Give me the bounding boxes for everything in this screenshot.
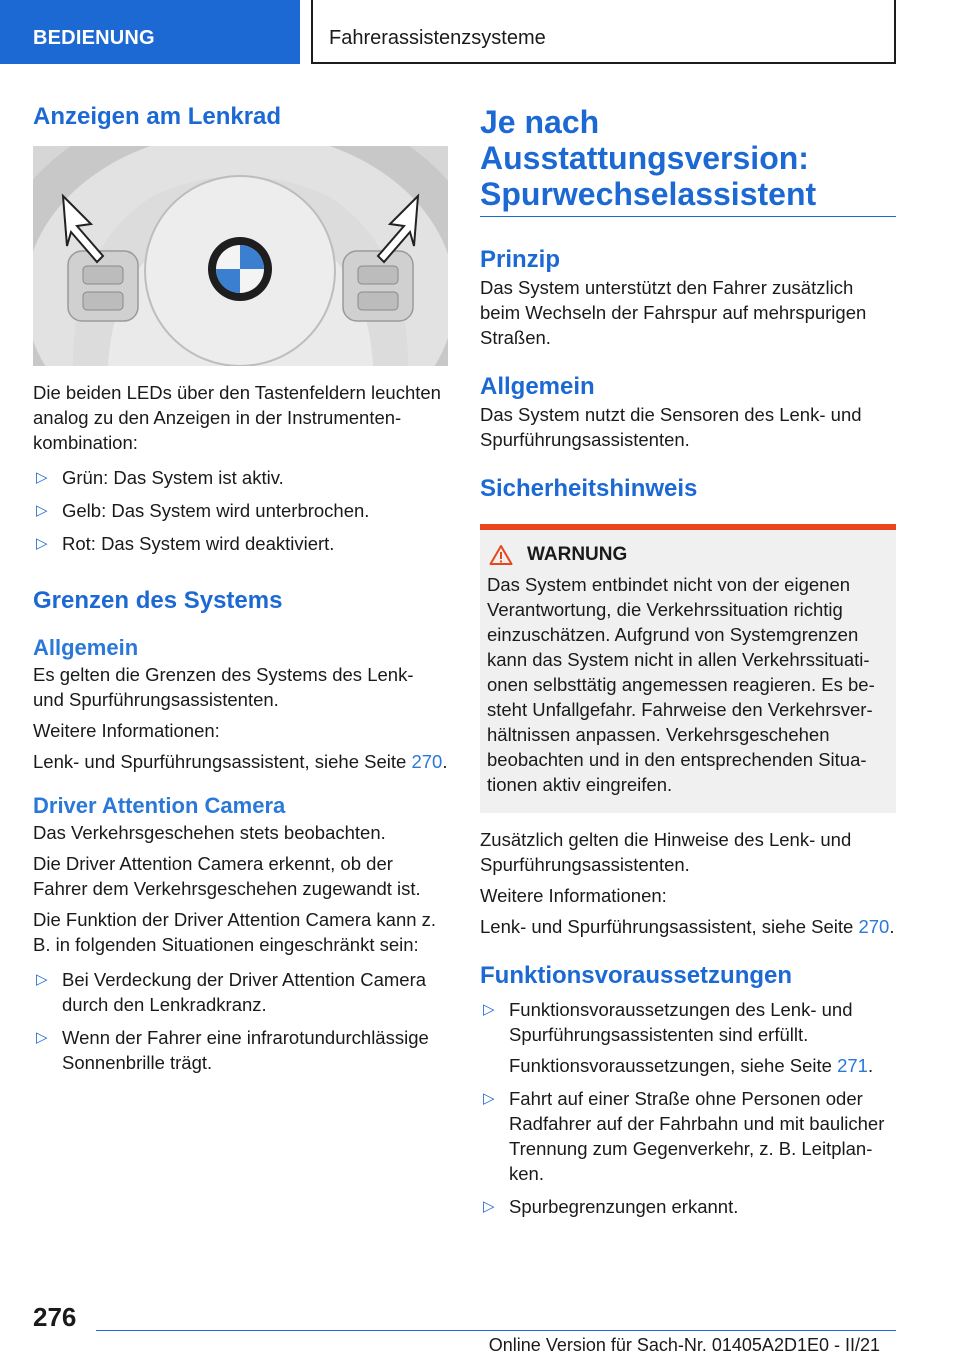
additional-notes-text: Zusätzlich gelten die Hinweise des Lenk- und Spurführungsassistenten.: [480, 829, 852, 875]
triangle-right-icon: ▷: [36, 535, 48, 552]
page-link-271[interactable]: 271: [837, 1055, 868, 1076]
triangle-right-icon: ▷: [36, 971, 48, 988]
footer-divider: [96, 1330, 896, 1331]
list-item: ▷ Funktionsvoraussetzungen des Lenk- und Spurführungsassistenten sind erfüllt. Funktionsvoraussetzungen, siehe Seite 271.: [480, 997, 896, 1078]
requirements-heading: Funktionsvoraussetzungen: [480, 962, 793, 989]
lane-change-assistant-title: Je nach Ausstattungsversion: Spurwechselassistent: [480, 104, 896, 217]
steering-display-heading: Anzeigen am Lenkrad: [33, 103, 282, 130]
limits-more-info: Weitere Informationen:: [33, 720, 220, 741]
principle-heading: Prinzip: [480, 246, 561, 273]
list-item: ▷ Bei Verdeckung der Driver Attention Camera durch den Lenkradkranz.: [36, 969, 427, 1015]
driver-attention-camera-heading: Driver Attention Camera: [33, 793, 286, 818]
triangle-right-icon: ▷: [36, 502, 48, 519]
general-heading: Allgemein: [480, 373, 595, 400]
triangle-right-icon: ▷: [36, 469, 48, 486]
page-link-270[interactable]: 270: [411, 751, 443, 772]
triangle-right-icon: ▷: [483, 1001, 495, 1018]
list-item: ▷ Spurbegrenzungen erkannt.: [483, 1196, 739, 1217]
triangle-right-icon: ▷: [483, 1198, 495, 1215]
led-intro-text: Die beiden LEDs über den Tastenfeldern leuchten analog zu den Anzeigen in der Instrumentenkombination:: [33, 382, 441, 453]
limits-general-text: Es gelten die Grenzen des Systems des Lenk- und Spurführungsassistenten.: [33, 664, 414, 710]
camera-limits-list: [33, 967, 448, 1075]
section-tab: BEDIENUNG: [0, 0, 300, 64]
warning-triangle-icon: [489, 544, 513, 566]
footer-version-text: Online Version für Sach-Nr. 01405A2D1E0 - II/21: [488, 1335, 880, 1355]
list-item: ▷ Fahrt auf einer Straße ohne Personen oder Radfahrer auf der Fahrbahn und mit baulicher Trennung zum Gegenverkehr, z. B. Leitplanken.: [483, 1088, 885, 1184]
left-column: [33, 100, 448, 1083]
list-item: ▷ Rot: Das System wird deaktiviert.: [36, 533, 335, 554]
right-reference: Lenk- und Spurführungsassistent, siehe Seite 270.: [480, 916, 895, 937]
general-text: Das System nutzt die Sensoren des Lenk- und Spurführungsassistenten.: [480, 404, 862, 450]
limits-general-heading: Allgemein: [33, 635, 139, 660]
right-more-info: Weitere Informationen:: [480, 885, 667, 906]
warning-label: WARNUNG: [527, 544, 628, 565]
safety-heading: Sicherheitshinweis: [480, 475, 698, 502]
warning-header: [487, 544, 886, 566]
requirements-subref: Funktionsvoraussetzungen, siehe Seite 271.: [509, 1055, 874, 1076]
warning-box: [480, 524, 896, 813]
steering-wheel-illustration: [33, 146, 448, 366]
warning-text: Das System entbindet nicht von der eigenen Verantwortung, die Verkehrssituation richtig einzuschätzen. Aufgrund von Systemgrenzen kann das System nicht in allen Verkehrssituationen selbsttätig angemessen reagieren. Es besteht Unfallgefahr. Fahrweise den Verkehrsverhältnissen anpassen. Verkehrsgeschehen beobachten und in den entsprechenden Situationen aktiv eingreifen.: [487, 574, 875, 795]
principle-text: Das System unterstützt den Fahrer zusätzlich beim Wechseln der Fahrspur auf mehrspurigen Straßen.: [480, 277, 867, 348]
list-item: ▷ Wenn der Fahrer eine infrarotundurchlässige Sonnenbrille trägt.: [36, 1027, 429, 1073]
chapter-tab: Fahrerassistenzsysteme: [311, 0, 896, 64]
limits-reference: Lenk- und Spurführungsassistent, siehe Seite 270.: [33, 751, 448, 772]
right-column: [480, 104, 896, 1227]
page-number: 276: [33, 1302, 77, 1332]
requirements-list: [480, 997, 896, 1219]
camera-text-1: Das Verkehrsgeschehen stets beobachten.: [33, 822, 386, 843]
led-status-list: [33, 465, 448, 556]
list-item: ▷ Grün: Das System ist aktiv.: [36, 467, 284, 488]
list-item: ▷ Gelb: Das System wird unterbrochen.: [36, 500, 370, 521]
triangle-right-icon: ▷: [483, 1090, 495, 1107]
page-link-270[interactable]: 270: [858, 916, 890, 937]
system-limits-heading: Grenzen des Systems: [33, 587, 283, 614]
triangle-right-icon: ▷: [36, 1029, 48, 1046]
camera-text-3: Die Funktion der Driver Attention Camera kann z. B. in folgenden Situationen eingeschränkt sein:: [33, 909, 437, 955]
camera-text-2: Die Driver Attention Camera erkennt, ob der Fahrer dem Verkehrsgeschehen zugewandt ist.: [33, 853, 421, 899]
